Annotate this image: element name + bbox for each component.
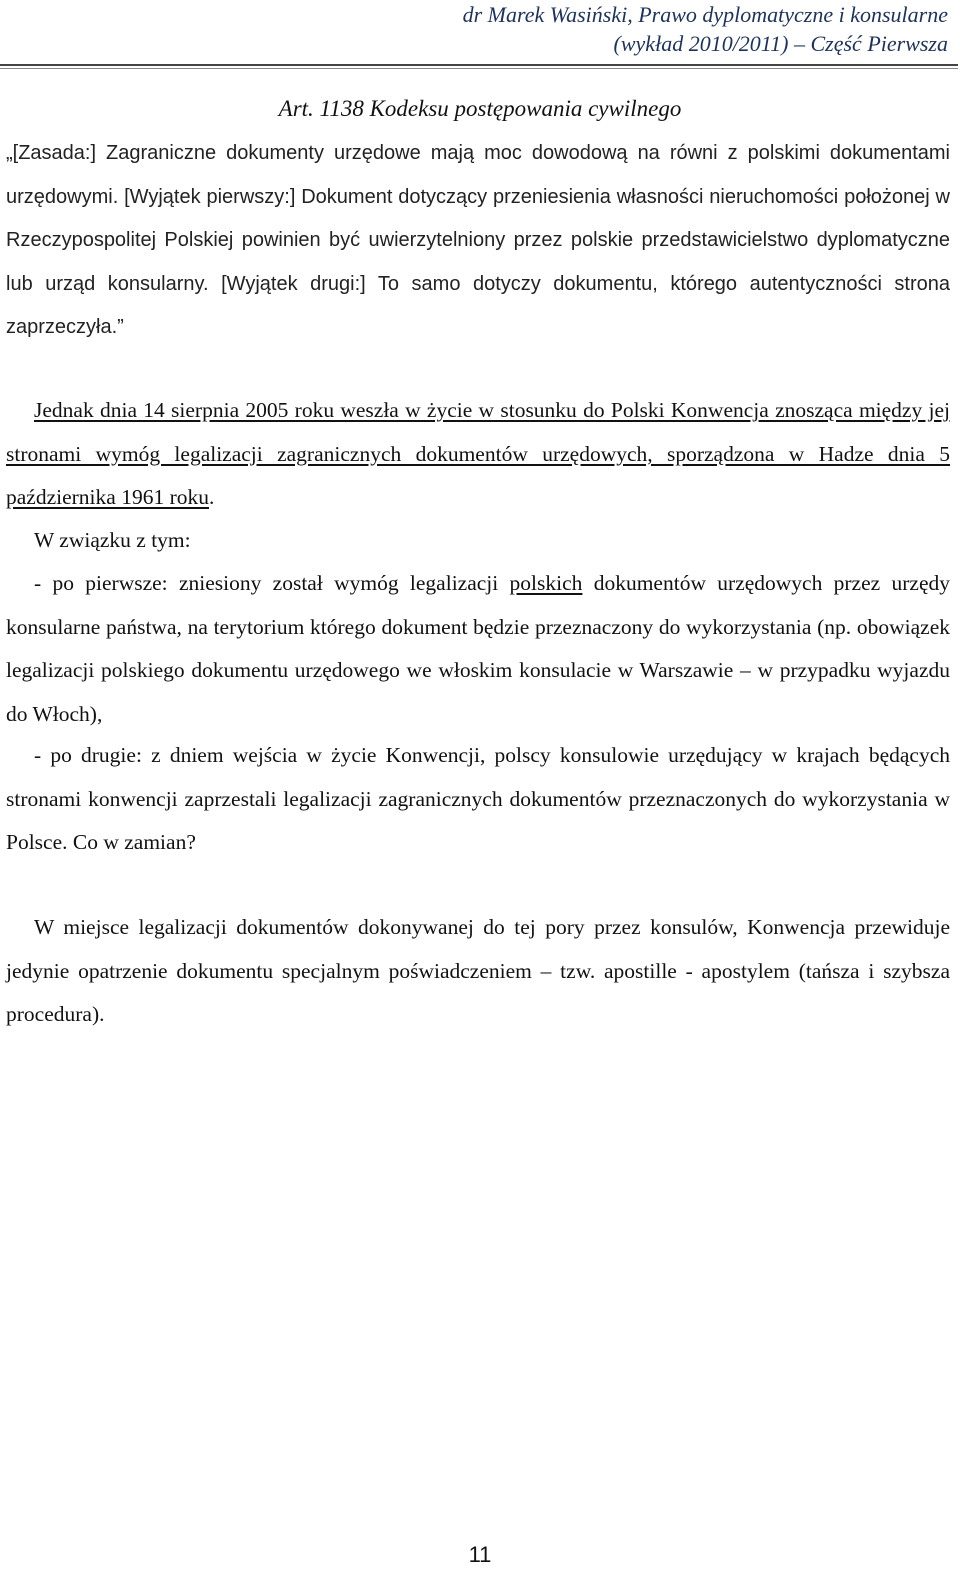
header-rule-thin: [0, 68, 958, 69]
article-title: Art. 1138 Kodeksu postępowania cywilnego: [278, 96, 682, 121]
header-author-title: dr Marek Wasiński, Prawo dyplomatyczne i konsularne: [462, 2, 948, 27]
article-quote: „[Zasada:] Zagraniczne dokumenty urzędowe mają moc dowodową na równi z polskimi dokumentami urzędowymi. [Wyjątek pierwszy:] Dokument dotyczący przeniesienia własności nieruchomości położonej w Rzeczypospolitej Polskiej powinien być uwierzytelniony przez polskie przedstawicielstwo dyplomatyczne lub urząd konsularny. [Wyjątek drugi:] To samo dotyczy dokumentu, którego autentyczności strona zaprzeczyła.”: [6, 142, 950, 338]
convention-text: Jednak dnia 14 sierpnia 2005 roku weszła w życie w stosunku do Polski Konwencja znosząca między jej stronami wymóg legalizacji zagranicznych dokumentów urzędowych, sporządzona w Hadze dnia 5 października 1961 roku: [6, 398, 950, 509]
header-rule-thick: [0, 64, 958, 66]
w-zwiazku-line: W związku z tym:: [34, 528, 191, 552]
apostille-paragraph: W miejsce legalizacji dokumentów dokonywanej do tej pory przez konsulów, Konwencja przewiduje jedynie opatrzenie dokumentu specjalnym poświadczeniem – tzw. apostille - apostylem (tańsza i szybsza procedura).: [6, 915, 950, 1026]
page-number: 11: [468, 1542, 492, 1567]
point-one-start: - po pierwsze: zniesiony został wymóg legalizacji: [34, 571, 510, 595]
convention-paragraph: [6, 389, 950, 520]
point-one-underlined: polskich: [509, 571, 583, 595]
header-lecture-info: (wykład 2010/2011) – Część Pierwsza: [613, 31, 948, 56]
point-two: - po drugie: z dniem wejścia w życie Konwencji, polscy konsulowie urzędujący w krajach będących stronami konwencji zaprzestali legalizacji zagranicznych dokumentów przeznaczonych do wykorzystania w Polsce. Co w zamian?: [6, 743, 950, 854]
point-one-end: dokumentów urzędowych przez urzędy konsularne państwa, na terytorium którego dokument będzie przeznaczony do wykorzystania (np. obowiązek legalizacji polskiego dokumentu urzędowego we włoskim konsulacie w Warszawie – w przypadku wyjazdu do Włoch),: [6, 571, 950, 726]
page-header: [0, 0, 960, 70]
convention-period: .: [208, 485, 215, 509]
point-one: [6, 562, 950, 736]
